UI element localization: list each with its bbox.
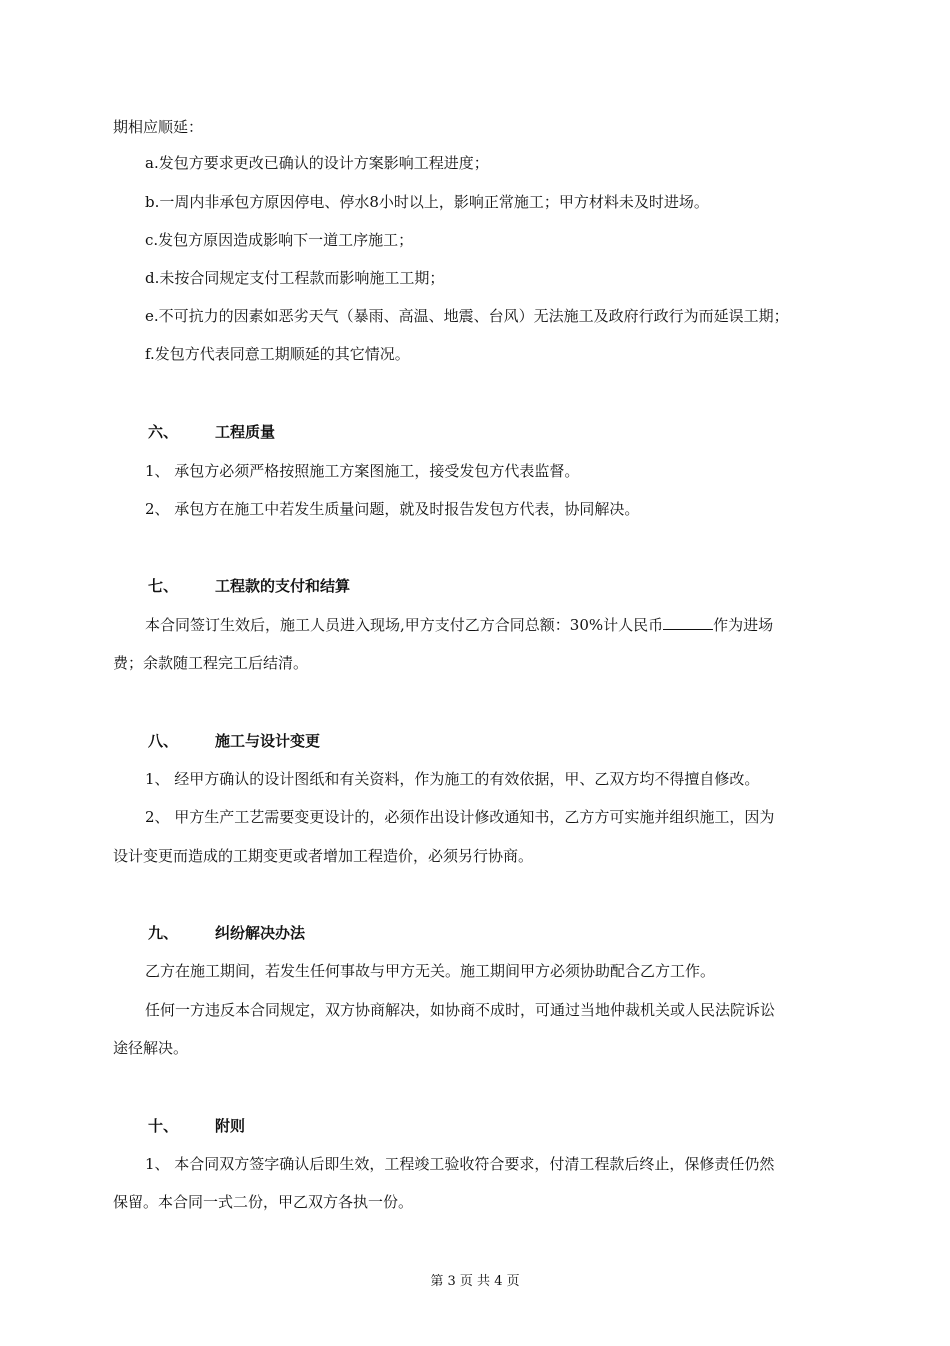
sec10-para-1-cont: 保留。本合同一式二份，甲乙双方各执一份。 bbox=[113, 1193, 414, 1211]
sec8-para-1: 1、 经甲方确认的设计图纸和有关资料，作为施工的有效依据，甲、乙双方均不得擅自修改。 bbox=[145, 770, 760, 788]
sec6-para-2: 2、 承包方在施工中若发生质量问题，就及时报告发包方代表，协同解决。 bbox=[145, 500, 640, 518]
sec5-item-c: c.发包方原因造成影响下一道工序施工； bbox=[145, 231, 414, 249]
sec9-para-2: 任何一方违反本合同规定，双方协商解决，如协商不成时，可通过当地仲裁机关或人民法院诉讼 bbox=[145, 1001, 776, 1019]
sec5-item-f: f.发包方代表同意工期顺延的其它情况。 bbox=[145, 345, 410, 363]
sec10-number: 十、 bbox=[148, 1117, 179, 1135]
sec5-item-e: e.不可抗力的因素如恶劣天气（暴雨、高温、地震、台风）无法施工及政府行政行为而延误工期； bbox=[145, 307, 789, 325]
sec5-item-b: b.一周内非承包方原因停电、停水8小时以上，影响正常施工；甲方材料未及时进场。 bbox=[145, 193, 709, 211]
sec6-para-1: 1、 承包方必须严格按照施工方案图施工，接受发包方代表监督。 bbox=[145, 462, 580, 480]
sec9-number: 九、 bbox=[148, 924, 179, 942]
sec7-heading bbox=[148, 576, 350, 596]
sec9-para-2-cont: 途径解决。 bbox=[113, 1039, 189, 1057]
sec8-para-2: 2、 甲方生产工艺需要变更设计的，必须作出设计修改通知书，乙方方可实施并组织施工，因为 bbox=[145, 808, 775, 826]
sec10-para-1: 1、 本合同双方签字确认后即生效，工程竣工验收符合要求，付清工程款后终止，保修责任仍然 bbox=[145, 1155, 775, 1173]
sec5-intro: 期相应顺延： bbox=[113, 118, 204, 136]
sec6-heading bbox=[148, 422, 275, 442]
sec7-title: 工程款的支付和结算 bbox=[215, 577, 351, 595]
sec9-para-1: 乙方在施工期间，若发生任何事故与甲方无关。施工期间甲方必须协助配合乙方工作。 bbox=[145, 962, 716, 980]
sec8-title: 施工与设计变更 bbox=[215, 732, 321, 750]
sec7-para-1-end: 作为进场 bbox=[713, 616, 774, 634]
sec8-number: 八、 bbox=[148, 732, 179, 750]
sec5-item-a: a.发包方要求更改已确认的设计方案影响工程进度； bbox=[145, 154, 489, 172]
sec10-heading bbox=[148, 1116, 245, 1136]
sec8-para-2-cont: 设计变更而造成的工期变更或者增加工程造价，必须另行协商。 bbox=[113, 847, 534, 865]
sec5-item-d: d.未按合同规定支付工程款而影响施工工期； bbox=[145, 269, 445, 287]
sec6-number: 六、 bbox=[148, 423, 179, 441]
sec7-number: 七、 bbox=[148, 577, 179, 595]
sec10-title: 附则 bbox=[215, 1117, 246, 1135]
sec9-title: 纠纷解决办法 bbox=[215, 924, 306, 942]
sec7-para-1-text: 本合同签订生效后，施工人员进入现场,甲方支付乙方合同总额：30%计人民币 bbox=[145, 616, 664, 634]
sec8-heading bbox=[148, 731, 320, 751]
page-footer: 第 3 页 共 4 页 bbox=[430, 1274, 520, 1289]
sec6-title: 工程质量 bbox=[215, 423, 276, 441]
amount-blank bbox=[663, 615, 713, 630]
sec7-para-1-cont: 费；余款随工程完工后结清。 bbox=[113, 654, 309, 672]
sec7-para-1 bbox=[145, 615, 773, 635]
sec9-heading bbox=[148, 923, 305, 943]
